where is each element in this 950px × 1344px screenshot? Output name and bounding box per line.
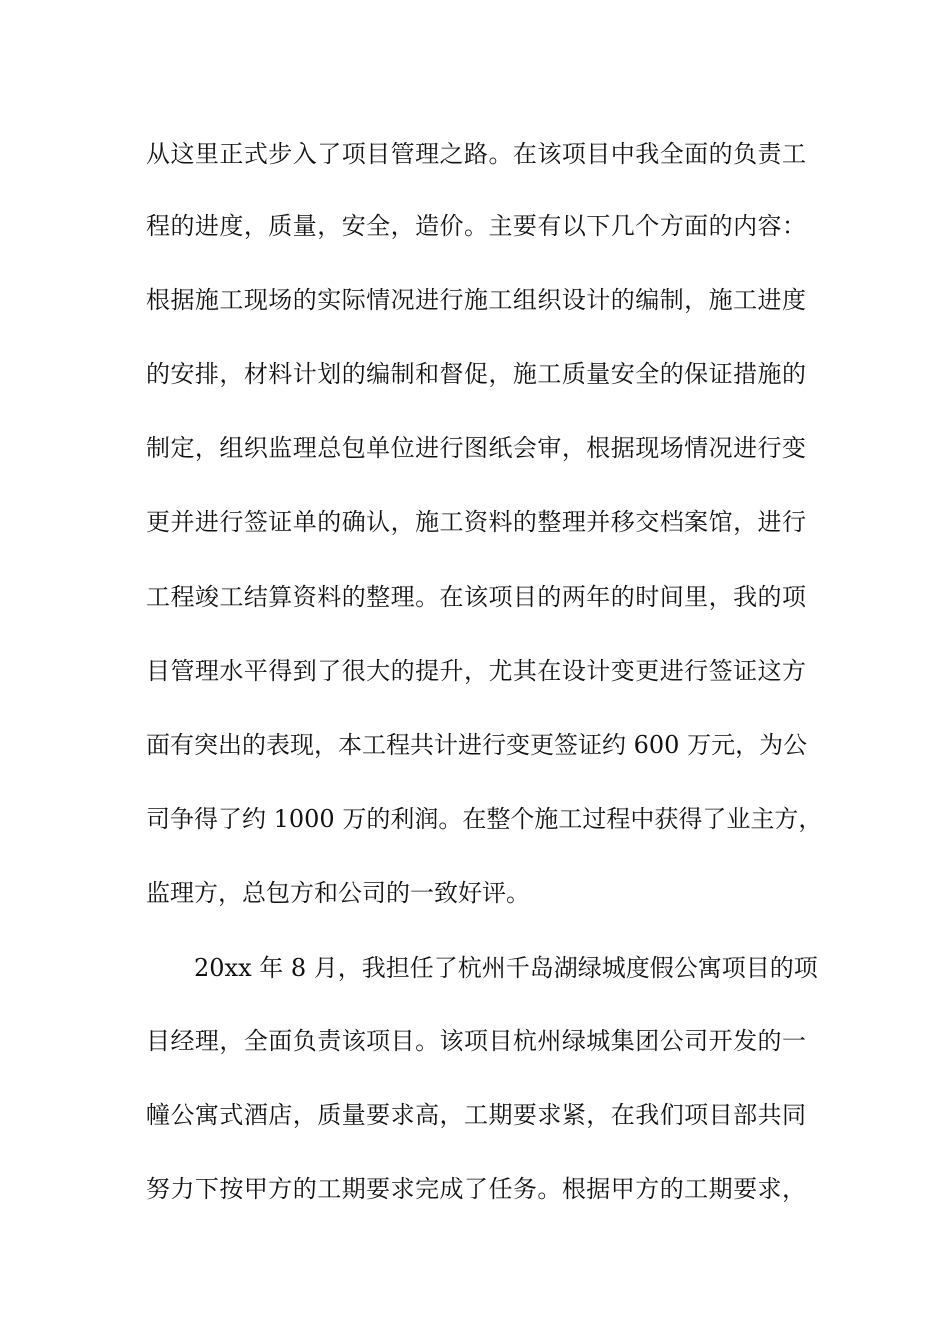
text-line: 面有突出的表现，本工程共计进行变更签证约 600 万元，为公 (146, 731, 808, 759)
text-line: 努力下按甲方的工期要求完成了任务。根据甲方的工期要求， (146, 1175, 806, 1203)
text-line: 制定，组织监理总包单位进行图纸会审，根据现场情况进行变 (146, 434, 806, 462)
text-line: 目经理，全面负责该项目。该项目杭州绿城集团公司开发的一 (146, 1027, 806, 1055)
text-line: 的安排，材料计划的编制和督促，施工质量安全的保证措施的 (146, 360, 806, 388)
text-line: 根据施工现场的实际情况进行施工组织设计的编制，施工进度 (146, 286, 806, 314)
text-line: 幢公寓式酒店，质量要求高，工期要求紧，在我们项目部共同 (146, 1101, 806, 1129)
text-line: 工程竣工结算资料的整理。在该项目的两年的时间里，我的项 (146, 583, 806, 611)
text-line: 监理方，总包方和公司的一致好评。 (146, 879, 530, 907)
paragraph-first-line: 20xx 年 8 月，我担任了杭州千岛湖绿城度假公寓项目的项 (194, 954, 818, 982)
text-line: 更并进行签证单的确认，施工资料的整理并移交档案馆，进行 (146, 508, 806, 536)
text-line: 司争得了约 1000 万的利润。在整个施工过程中获得了业主方， (146, 805, 823, 833)
text-line: 目管理水平得到了很大的提升，尤其在设计变更进行签证这方 (146, 657, 806, 685)
text-line: 从这里正式步入了项目管理之路。在该项目中我全面的负责工 (146, 140, 806, 168)
text-line: 程的进度，质量，安全，造价。主要有以下几个方面的内容： (146, 212, 806, 240)
